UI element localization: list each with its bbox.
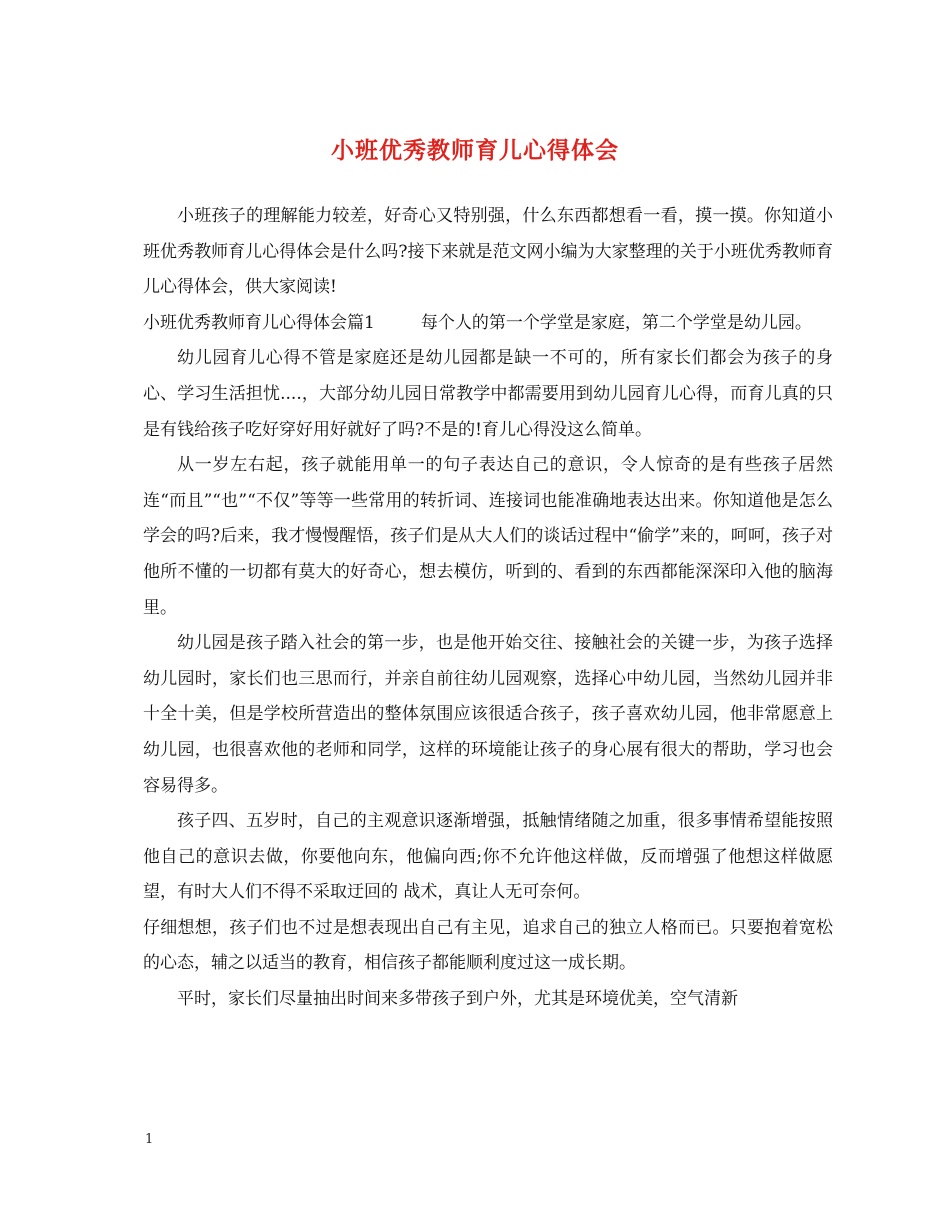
section-heading: 小班优秀教师育儿心得体会篇1 <box>143 312 375 333</box>
document-title: 小班优秀教师育儿心得体会 <box>331 137 619 164</box>
body-paragraph: 仔细想想，孩子们也不过是想表现出自己有主见，追求自己的独立人格而已。只要抱着宽松的心态，辅之以适当的教育，相信孩子都能顺利度过这一成长期。 <box>143 917 833 974</box>
body-paragraph: 幼儿园育儿心得不管是家庭还是幼儿园都是缺一不可的，所有家长们都会为孩子的身心、学习生活担忧....，大部分幼儿园日常教学中都需要用到幼儿园育儿心得，而育儿真的只是有钱给孩子吃好穿好用好就好了吗?不是的!育儿心得没这么简单。 <box>143 348 833 440</box>
body-paragraph: 幼儿园是孩子踏入社会的第一步，也是他开始交往、接触社会的关键一步，为孩子选择幼儿园时，家长们也三思而行，并亲自前往幼儿园观察，选择心中幼儿园，当然幼儿园并非十全十美，但是学校所营造出的整体氛围应该很适合孩子，孩子喜欢幼儿园，他非常愿意上幼儿园，也很喜欢他的老师和同学，这样的环境能让孩子的身心展有很大的帮助，学习也会容易得多。 <box>143 633 833 796</box>
body-paragraph: 孩子四、五岁时，自己的主观意识逐渐增强，抵触情绪随之加重，很多事情希望能按照他自己的意识去做，你要他向东，他偏向西;你不允许他这样做，反而增强了他想这样做愿望，有时大人们不得不采取迂回的 战术，真让人无可奈何。 <box>143 811 833 903</box>
body-paragraph: 从一岁左右起，孩子就能用单一的句子表达自己的意识，令人惊奇的是有些孩子居然连“而且”“也”“不仅”等等一些常用的转折词、连接词也能准确地表达出来。你知道他是怎么学会的吗?后来，我才慢慢醒悟，孩子们是从大人们的谈话过程中“偷学”来的，呵呵，孩子对他所不懂的一切都有莫大的好奇心，想去模仿，听到的、看到的东西都能深深印入他的脑海里。 <box>143 455 833 618</box>
intro-paragraph: 小班孩子的理解能力较差，好奇心又特别强，什么东西都想看一看，摸一摸。你知道小班优秀教师育儿心得体会是什么吗?接下来就是范文网小编为大家整理的关于小班优秀教师育儿心得体会，供大家阅读! <box>143 206 833 298</box>
section-heading-line <box>143 306 833 342</box>
document-body <box>143 199 833 1018</box>
body-paragraph: 平时，家长们尽量抽出时间来多带孩子到户外，尤其是环境优美，空气清新 <box>177 989 738 1010</box>
page-number: 1 <box>145 1132 154 1147</box>
section-first-text: 每个人的第一个学堂是家庭，第二个学堂是幼儿园。 <box>420 312 812 333</box>
